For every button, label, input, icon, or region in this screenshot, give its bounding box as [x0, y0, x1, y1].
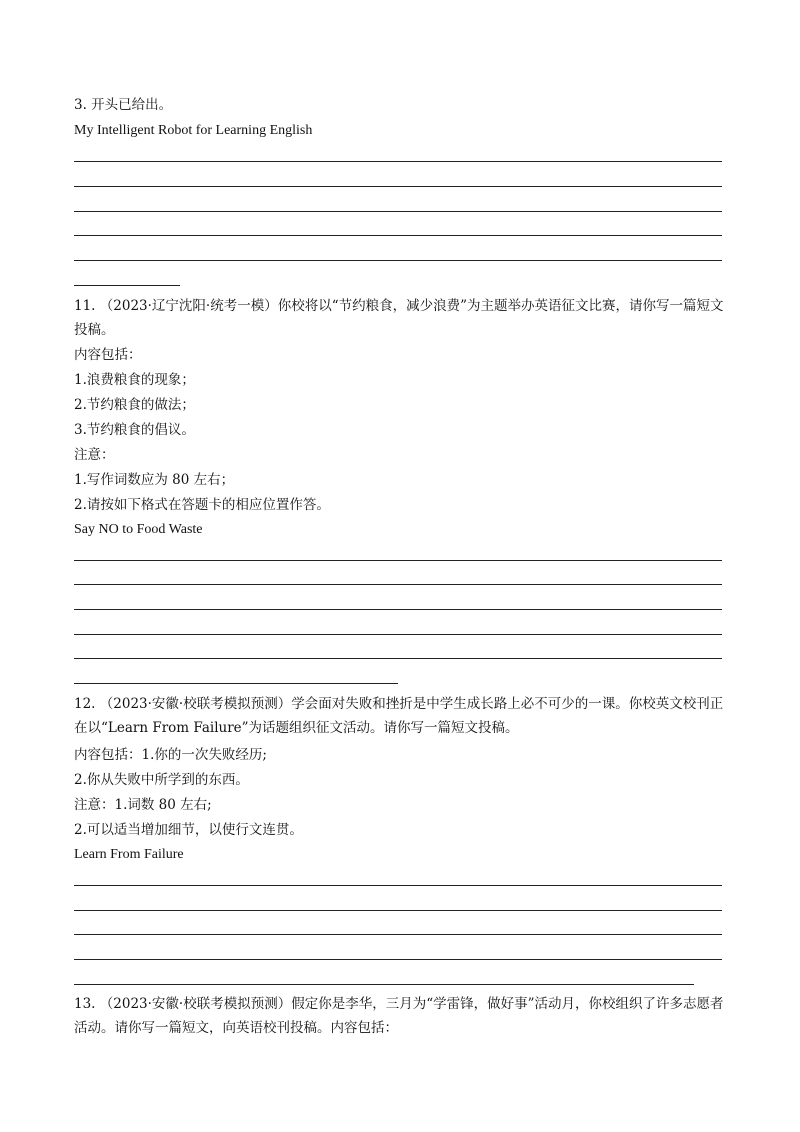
essay-title-food-waste: Say NO to Food Waste: [74, 522, 203, 537]
question-12-stem: 12. （2023·安徽·校联考模拟预测）学会面对失败和挫折是中学生成长路上必不可少的一课。你校英文校刊正在以“Learn From Failure”为话题组织征文活动。请你写一篇短文投稿。: [74, 696, 724, 736]
essay-title-learn-from-failure: Learn From Failure: [74, 847, 184, 862]
answer-line: [74, 609, 722, 610]
essay-title-robot: My Intelligent Robot for Learning English: [74, 123, 313, 138]
answer-line: [74, 260, 722, 261]
q12-content-line: 内容包括：1.你的一次失败经历;: [74, 747, 267, 763]
q11-note-2: 2.请按如下格式在答题卡的相应位置作答。: [74, 497, 330, 513]
answer-line: [74, 959, 722, 960]
question-13-stem: 13. （2023·安徽·校联考模拟预测）假定你是李华，三月为“学雷锋，做好事”活动月，你校组织了许多志愿者活动。请你写一篇短文，向英语校刊投稿。内容包括：: [74, 996, 724, 1036]
answer-line-short: [74, 285, 180, 286]
answer-line: [74, 186, 722, 187]
answer-line: [74, 584, 722, 585]
answer-line: [74, 910, 722, 911]
q11-content-label: 内容包括：: [74, 347, 142, 363]
answer-line-short: [74, 984, 694, 985]
question-11-stem: 11. （2023·辽宁沈阳·统考一模）你校将以“节约粮食，减少浪费”为主题举办英语征文比赛，请你写一篇短文投稿。: [74, 298, 724, 338]
q12-note-2: 2.可以适当增加细节，以使行文连贯。: [74, 822, 303, 838]
answer-line: [74, 634, 722, 635]
answer-line: [74, 658, 722, 659]
answer-line-short: [74, 683, 398, 684]
answer-line: [74, 211, 722, 212]
q11-point-3: 3.节约粮食的倡议。: [74, 422, 195, 438]
answer-line: [74, 161, 722, 162]
item-3-text: 3. 开头已给出。: [74, 97, 173, 113]
answer-line: [74, 235, 722, 236]
answer-line: [74, 560, 722, 561]
q12-notes-line: 注意：1.词数 80 左右;: [74, 797, 212, 813]
q11-note-1: 1.写作词数应为 80 左右；: [74, 472, 235, 488]
answer-line: [74, 934, 722, 935]
q11-point-1: 1.浪费粮食的现象；: [74, 372, 195, 388]
q11-notes-label: 注意：: [74, 447, 115, 463]
q11-point-2: 2.节约粮食的做法；: [74, 397, 195, 413]
answer-line: [74, 885, 722, 886]
q12-point-2: 2.你从失败中所学到的东西。: [74, 772, 249, 788]
